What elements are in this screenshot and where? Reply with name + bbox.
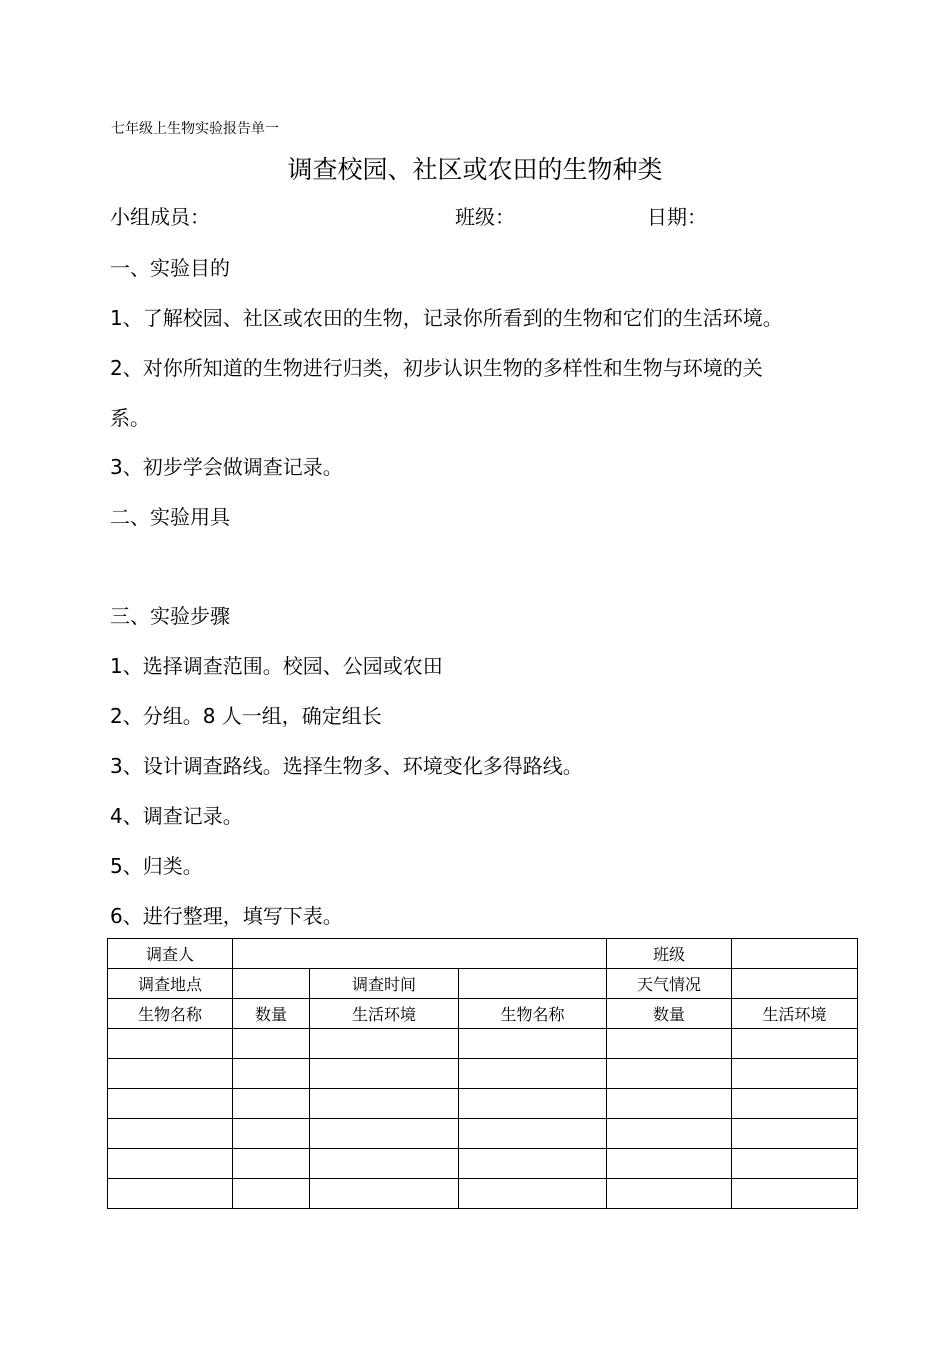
class-field-value[interactable] bbox=[732, 939, 858, 969]
table-row bbox=[108, 1059, 858, 1089]
table-cell[interactable] bbox=[310, 1119, 459, 1149]
table-cell[interactable] bbox=[732, 1179, 858, 1209]
table-cell[interactable] bbox=[310, 1029, 459, 1059]
step-1: 1、选择调查范围。校园、公园或农田 bbox=[110, 654, 443, 678]
table-cell[interactable] bbox=[108, 1179, 233, 1209]
time-label: 调查时间 bbox=[310, 969, 459, 999]
weather-value[interactable] bbox=[732, 969, 858, 999]
table-cell[interactable] bbox=[233, 1179, 310, 1209]
table-cell[interactable] bbox=[233, 1029, 310, 1059]
table-cell[interactable] bbox=[108, 1059, 233, 1089]
table-cell[interactable] bbox=[607, 1149, 732, 1179]
table-row bbox=[108, 1089, 858, 1119]
survey-record-table bbox=[107, 938, 858, 1209]
location-value[interactable] bbox=[233, 969, 310, 999]
table-cell[interactable] bbox=[732, 1119, 858, 1149]
purpose-item-2: 2、对你所知道的生物进行归类，初步认识生物的多样性和生物与环境的关 bbox=[110, 356, 763, 380]
column-header: 生物名称 bbox=[108, 999, 233, 1029]
weather-label: 天气情况 bbox=[607, 969, 732, 999]
column-header: 生活环境 bbox=[310, 999, 459, 1029]
investigator-label: 调查人 bbox=[108, 939, 233, 969]
table-cell[interactable] bbox=[310, 1179, 459, 1209]
table-cell[interactable] bbox=[233, 1119, 310, 1149]
table-cell[interactable] bbox=[459, 1119, 607, 1149]
table-cell[interactable] bbox=[459, 1089, 607, 1119]
table-cell[interactable] bbox=[459, 1179, 607, 1209]
step-5: 5、归类。 bbox=[110, 854, 203, 878]
column-header: 生物名称 bbox=[459, 999, 607, 1029]
step-2: 2、分组。8 人一组，确定组长 bbox=[110, 704, 382, 728]
table-cell[interactable] bbox=[607, 1179, 732, 1209]
class-label: 班级： bbox=[455, 205, 515, 229]
table-cell[interactable] bbox=[310, 1059, 459, 1089]
step-4: 4、调查记录。 bbox=[110, 804, 243, 828]
table-cell[interactable] bbox=[108, 1149, 233, 1179]
table-cell[interactable] bbox=[732, 1059, 858, 1089]
table-row bbox=[108, 1179, 858, 1209]
report-title: 调查校园、社区或农田的生物种类 bbox=[287, 155, 663, 184]
step-3: 3、设计调查路线。选择生物多、环境变化多得路线。 bbox=[110, 754, 583, 778]
table-row bbox=[108, 1029, 858, 1059]
investigator-value[interactable] bbox=[233, 939, 607, 969]
table-cell[interactable] bbox=[459, 1029, 607, 1059]
table-row bbox=[108, 969, 858, 999]
table-cell[interactable] bbox=[607, 1029, 732, 1059]
table-row bbox=[108, 1119, 858, 1149]
table-cell[interactable] bbox=[459, 1149, 607, 1179]
table-row bbox=[108, 939, 858, 969]
column-header: 数量 bbox=[607, 999, 732, 1029]
table-cell[interactable] bbox=[233, 1149, 310, 1179]
table-row bbox=[108, 1149, 858, 1179]
table-cell[interactable] bbox=[233, 1059, 310, 1089]
table-cell[interactable] bbox=[108, 1029, 233, 1059]
date-label: 日期： bbox=[647, 205, 707, 229]
column-header: 生活环境 bbox=[732, 999, 858, 1029]
table-cell[interactable] bbox=[732, 1029, 858, 1059]
table-cell[interactable] bbox=[310, 1149, 459, 1179]
group-members-label: 小组成员： bbox=[110, 205, 210, 229]
column-header: 数量 bbox=[233, 999, 310, 1029]
purpose-item-2-continued: 系。 bbox=[110, 406, 150, 430]
steps-heading: 三、实验步骤 bbox=[110, 604, 230, 628]
table-cell[interactable] bbox=[108, 1089, 233, 1119]
table-cell[interactable] bbox=[607, 1059, 732, 1089]
table-cell[interactable] bbox=[607, 1089, 732, 1119]
purpose-heading: 一、实验目的 bbox=[110, 256, 230, 280]
table-cell[interactable] bbox=[607, 1119, 732, 1149]
time-value[interactable] bbox=[459, 969, 607, 999]
class-field-label: 班级 bbox=[607, 939, 732, 969]
table-cell[interactable] bbox=[459, 1059, 607, 1089]
tools-heading: 二、实验用具 bbox=[110, 505, 230, 529]
table-cell[interactable] bbox=[732, 1149, 858, 1179]
step-6: 6、进行整理，填写下表。 bbox=[110, 904, 343, 928]
table-cell[interactable] bbox=[310, 1089, 459, 1119]
purpose-item-1: 1、了解校园、社区或农田的生物，记录你所看到的生物和它们的生活环境。 bbox=[110, 306, 783, 330]
table-cell[interactable] bbox=[108, 1119, 233, 1149]
purpose-item-3: 3、初步学会做调查记录。 bbox=[110, 455, 343, 479]
table-header-row bbox=[108, 999, 858, 1029]
table-cell[interactable] bbox=[233, 1089, 310, 1119]
table-cell[interactable] bbox=[732, 1089, 858, 1119]
report-subtitle: 七年级上生物实验报告单一 bbox=[111, 121, 279, 137]
location-label: 调查地点 bbox=[108, 969, 233, 999]
